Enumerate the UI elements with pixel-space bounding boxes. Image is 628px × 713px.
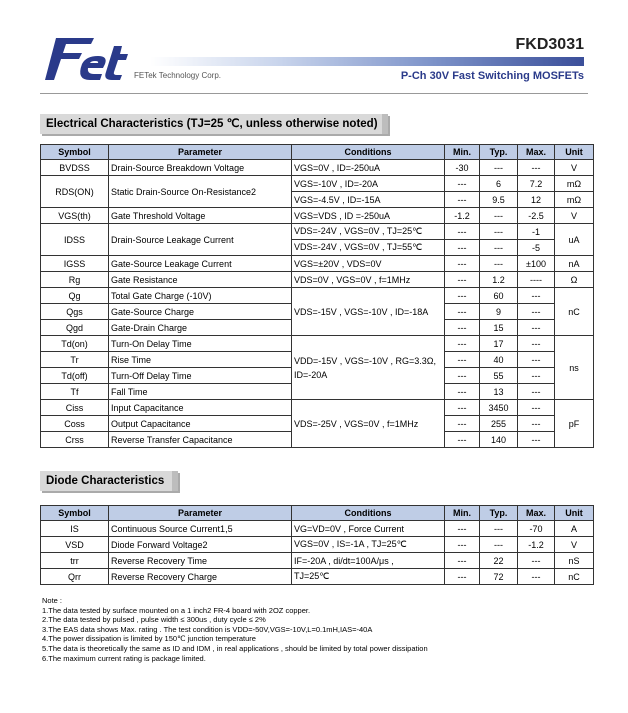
max-cell: ----	[518, 272, 555, 288]
max-cell: ±100	[518, 256, 555, 272]
table-row	[41, 224, 594, 240]
conditions-cell: VDS=-24V , VGS=0V , TJ=55℃	[292, 240, 445, 256]
min-cell: ---	[445, 192, 480, 208]
parameter-cell: Reverse Recovery Charge	[109, 569, 292, 585]
parameter-cell: Diode Forward Voltage2	[109, 537, 292, 553]
parameter-cell: Turn-Off Delay Time	[109, 368, 292, 384]
diode-table	[40, 505, 594, 585]
max-cell: -1	[518, 224, 555, 240]
unit-cell: mΩ	[555, 176, 594, 192]
table-row	[41, 208, 594, 224]
typ-cell: ---	[480, 160, 518, 176]
unit-cell: uA	[555, 224, 594, 256]
min-cell: ---	[445, 384, 480, 400]
table-row	[41, 569, 594, 585]
fet-logo	[42, 34, 142, 84]
unit-cell: V	[555, 160, 594, 176]
col-min: Min.	[445, 145, 480, 160]
max-cell: ---	[518, 400, 555, 416]
note-item: 3.The EAS data shows Max. rating . The test condition is VDD=-50V,VGS=-10V,L=0.1mH,IAS=-40A	[42, 624, 373, 634]
typ-cell: ---	[480, 537, 518, 553]
header-gradient-bar	[150, 57, 584, 66]
col-typ: Typ.	[480, 506, 518, 521]
unit-cell: V	[555, 208, 594, 224]
conditions-cell: VG=VD=0V , Force Current	[292, 521, 445, 537]
symbol-cell: Qgs	[41, 304, 109, 320]
typ-cell: 1.2	[480, 272, 518, 288]
conditions-cell: VDS=-25V , VGS=0V , f=1MHz	[292, 400, 445, 448]
electrical-table	[40, 144, 594, 448]
conditions-cell: VGS=-10V , ID=-20A	[292, 176, 445, 192]
table-row	[41, 160, 594, 176]
parameter-cell: Continuous Source Current1,5	[109, 521, 292, 537]
min-cell: ---	[445, 569, 480, 585]
min-cell: ---	[445, 304, 480, 320]
col-max: Max.	[518, 145, 555, 160]
min-cell: ---	[445, 553, 480, 569]
symbol-cell: Td(on)	[41, 336, 109, 352]
table-row	[41, 553, 594, 569]
unit-cell: mΩ	[555, 192, 594, 208]
min-cell: ---	[445, 224, 480, 240]
unit-cell: nS	[555, 553, 594, 569]
unit-cell: nC	[555, 288, 594, 336]
table-row	[41, 176, 594, 192]
conditions-cell: VGS=0V , ID=-250uA	[292, 160, 445, 176]
part-subtitle: P-Ch 30V Fast Switching MOSFETs	[400, 70, 584, 82]
col-parameter: Parameter	[109, 506, 292, 521]
symbol-cell: Rg	[41, 272, 109, 288]
unit-cell: V	[555, 537, 594, 553]
max-cell: 12	[518, 192, 555, 208]
unit-cell: pF	[555, 400, 594, 448]
col-conditions: Conditions	[292, 145, 445, 160]
table-row	[41, 288, 594, 304]
conditions-cell: TJ=25℃	[292, 569, 445, 585]
max-cell: -70	[518, 521, 555, 537]
col-typ: Typ.	[480, 145, 518, 160]
note-item: 2.The data tested by pulsed , pulse width ≤ 300us , duty cycle ≤ 2%	[42, 615, 266, 625]
col-parameter: Parameter	[109, 145, 292, 160]
note-item: 6.The maximum current rating is package limited.	[42, 653, 206, 663]
typ-cell: 22	[480, 553, 518, 569]
typ-cell: ---	[480, 521, 518, 537]
min-cell: ---	[445, 352, 480, 368]
electrical-title-text: Electrical Characteristics (TJ=25 ℃, unless otherwise noted)	[46, 118, 378, 130]
table-row	[41, 256, 594, 272]
symbol-cell: IDSS	[41, 224, 109, 256]
symbol-cell: Qrr	[41, 569, 109, 585]
typ-cell: ---	[480, 224, 518, 240]
typ-cell: ---	[480, 240, 518, 256]
table-row	[41, 521, 594, 537]
symbol-cell: Ciss	[41, 400, 109, 416]
parameter-cell: Reverse Recovery Time	[109, 553, 292, 569]
conditions-cell: VDS=-15V , VGS=-10V , ID=-18A	[292, 288, 445, 336]
table-row	[41, 537, 594, 553]
table-row	[41, 336, 594, 352]
min-cell: ---	[445, 416, 480, 432]
typ-cell: 9	[480, 304, 518, 320]
min-cell: ---	[445, 288, 480, 304]
unit-cell: A	[555, 521, 594, 537]
conditions-cell	[292, 336, 445, 400]
col-conditions: Conditions	[292, 506, 445, 521]
typ-cell: 60	[480, 288, 518, 304]
note-item: 5.The data is theoretically the same as ID and IDM , in real applications , should be limited by total power dissipation	[42, 643, 428, 653]
max-cell: ---	[518, 368, 555, 384]
diode-title-text: Diode Characteristics	[46, 475, 165, 487]
col-max: Max.	[518, 506, 555, 521]
parameter-cell: Gate-Source Charge	[109, 304, 292, 320]
max-cell: ---	[518, 416, 555, 432]
conditions-line: VDD=-15V , VGS=-10V , RG=3.3Ω,	[294, 355, 437, 366]
symbol-cell: BVDSS	[41, 160, 109, 176]
parameter-cell: Reverse Transfer Capacitance	[109, 432, 292, 448]
typ-cell: 13	[480, 384, 518, 400]
unit-cell: nA	[555, 256, 594, 272]
max-cell: ---	[518, 320, 555, 336]
electrical-section-title	[40, 114, 388, 134]
max-cell: -5	[518, 240, 555, 256]
parameter-cell: Fall Time	[109, 384, 292, 400]
typ-cell: 255	[480, 416, 518, 432]
parameter-cell: Input Capacitance	[109, 400, 292, 416]
parameter-cell: Output Capacitance	[109, 416, 292, 432]
col-symbol: Symbol	[41, 145, 109, 160]
note-item: 1.The data tested by surface mounted on a 1 inch2 FR-4 board with 2OZ copper.	[42, 605, 311, 615]
parameter-cell: Total Gate Charge (-10V)	[109, 288, 292, 304]
col-symbol: Symbol	[41, 506, 109, 521]
unit-cell: Ω	[555, 272, 594, 288]
min-cell: ---	[445, 537, 480, 553]
parameter-cell: Static Drain-Source On-Resistance2	[109, 176, 292, 208]
min-cell: -1.2	[445, 208, 480, 224]
parameter-cell: Rise Time	[109, 352, 292, 368]
min-cell: ---	[445, 400, 480, 416]
symbol-cell: Coss	[41, 416, 109, 432]
symbol-cell: RDS(ON)	[41, 176, 109, 208]
notes-block	[42, 596, 428, 663]
symbol-cell: Qg	[41, 288, 109, 304]
symbol-cell: Crss	[41, 432, 109, 448]
min-cell: ---	[445, 256, 480, 272]
max-cell: ---	[518, 304, 555, 320]
conditions-cell: VGS=-4.5V , ID=-15A	[292, 192, 445, 208]
typ-cell: 40	[480, 352, 518, 368]
typ-cell: 9.5	[480, 192, 518, 208]
symbol-cell: Qgd	[41, 320, 109, 336]
typ-cell: ---	[480, 208, 518, 224]
parameter-cell: Drain-Source Breakdown Voltage	[109, 160, 292, 176]
min-cell: ---	[445, 432, 480, 448]
typ-cell: 140	[480, 432, 518, 448]
col-min: Min.	[445, 506, 480, 521]
conditions-cell: VDS=-24V , VGS=0V , TJ=25℃	[292, 224, 445, 240]
diode-section-title	[40, 471, 178, 491]
parameter-cell: Gate-Drain Charge	[109, 320, 292, 336]
symbol-cell: IS	[41, 521, 109, 537]
typ-cell: 55	[480, 368, 518, 384]
max-cell: 7.2	[518, 176, 555, 192]
electrical-header-row	[41, 145, 594, 160]
max-cell: ---	[518, 553, 555, 569]
symbol-cell: VSD	[41, 537, 109, 553]
max-cell: ---	[518, 160, 555, 176]
note-item: 4.The power dissipation is limited by 150℃ junction temperature	[42, 634, 256, 644]
symbol-cell: IGSS	[41, 256, 109, 272]
typ-cell: 17	[480, 336, 518, 352]
parameter-cell: Gate Threshold Voltage	[109, 208, 292, 224]
symbol-cell: Td(off)	[41, 368, 109, 384]
min-cell: ---	[445, 240, 480, 256]
symbol-cell: Tr	[41, 352, 109, 368]
typ-cell: 15	[480, 320, 518, 336]
parameter-cell: Gate-Source Leakage Current	[109, 256, 292, 272]
max-cell: ---	[518, 288, 555, 304]
col-unit: Unit	[555, 145, 594, 160]
typ-cell: 3450	[480, 400, 518, 416]
min-cell: ---	[445, 176, 480, 192]
max-cell: ---	[518, 384, 555, 400]
min-cell: ---	[445, 521, 480, 537]
min-cell: -30	[445, 160, 480, 176]
symbol-cell: trr	[41, 553, 109, 569]
max-cell: ---	[518, 432, 555, 448]
symbol-cell: Tf	[41, 384, 109, 400]
conditions-cell: VGS=0V , IS=-1A , TJ=25℃	[292, 537, 445, 553]
typ-cell: 72	[480, 569, 518, 585]
conditions-cell: IF=-20A , di/dt=100A/μs ,	[292, 553, 445, 569]
max-cell: ---	[518, 352, 555, 368]
unit-cell: ns	[555, 336, 594, 400]
typ-cell: 6	[480, 176, 518, 192]
conditions-cell: VDS=0V , VGS=0V , f=1MHz	[292, 272, 445, 288]
parameter-cell: Gate Resistance	[109, 272, 292, 288]
table-row	[41, 400, 594, 416]
min-cell: ---	[445, 272, 480, 288]
diode-header-row	[41, 506, 594, 521]
max-cell: ---	[518, 336, 555, 352]
conditions-cell: VGS=±20V , VDS=0V	[292, 256, 445, 272]
header-divider	[40, 93, 588, 94]
min-cell: ---	[445, 320, 480, 336]
company-name: FETek Technology Corp.	[134, 71, 222, 80]
symbol-cell: VGS(th)	[41, 208, 109, 224]
conditions-cell: VGS=VDS , ID =-250uA	[292, 208, 445, 224]
part-number: FKD3031	[515, 36, 584, 53]
parameter-cell: Drain-Source Leakage Current	[109, 224, 292, 256]
unit-cell: nC	[555, 569, 594, 585]
min-cell: ---	[445, 336, 480, 352]
min-cell: ---	[445, 368, 480, 384]
max-cell: ---	[518, 569, 555, 585]
typ-cell: ---	[480, 256, 518, 272]
conditions-line: ID=-20A	[294, 369, 328, 380]
parameter-cell: Turn-On Delay Time	[109, 336, 292, 352]
notes-heading: Note :	[42, 596, 63, 605]
col-unit: Unit	[555, 506, 594, 521]
max-cell: -1.2	[518, 537, 555, 553]
table-row	[41, 272, 594, 288]
max-cell: -2.5	[518, 208, 555, 224]
